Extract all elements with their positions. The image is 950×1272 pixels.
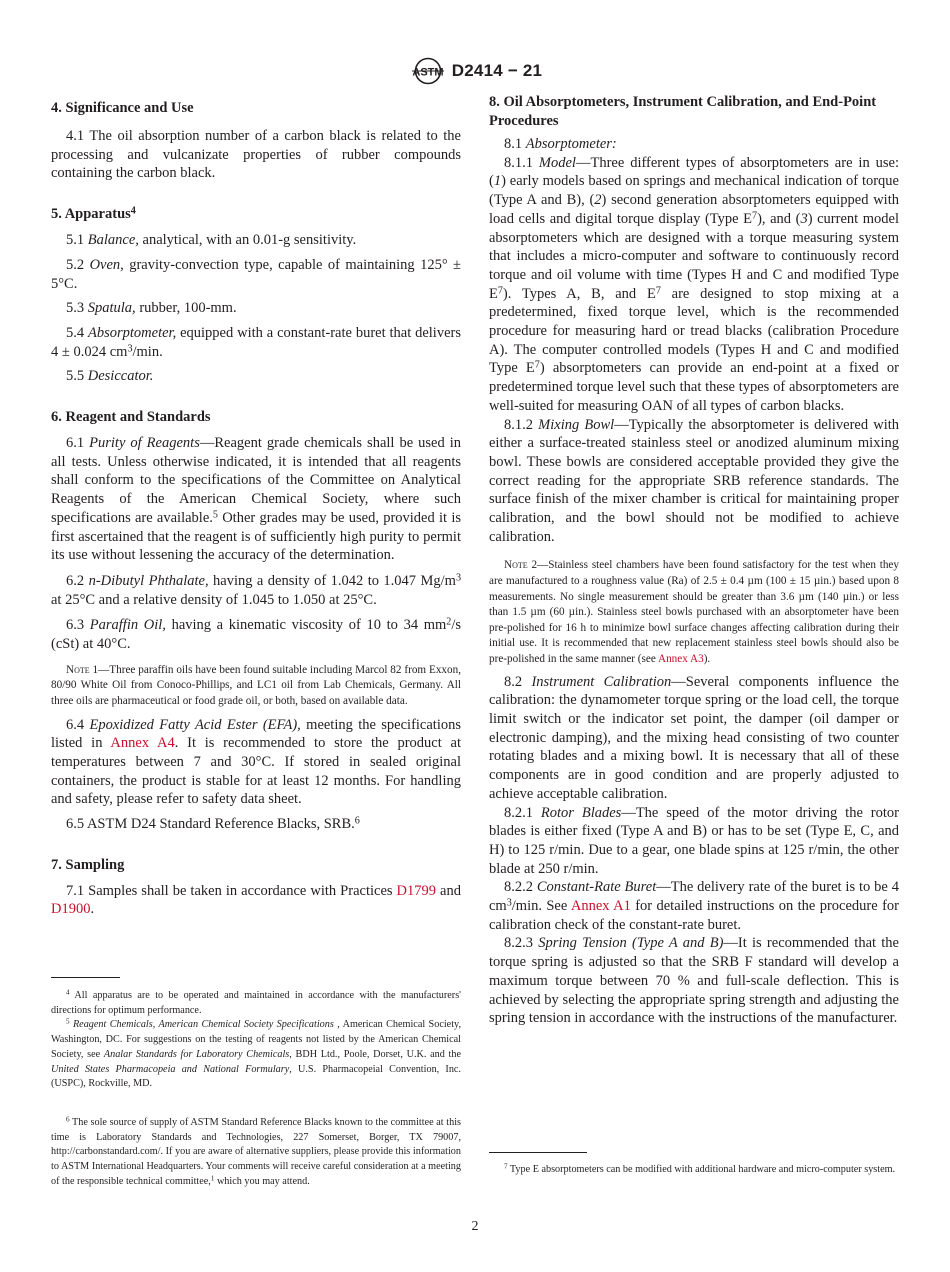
paragraph: [489, 135, 899, 154]
svg-text:ASTM: ASTM: [412, 66, 444, 79]
footnote: [51, 1116, 461, 1190]
section-heading: [51, 205, 461, 224]
superscript: 2: [446, 616, 452, 628]
footnote-mark: 7: [504, 1162, 508, 1171]
italic-text: 2: [594, 192, 602, 209]
paragraph: [489, 934, 899, 1028]
italic-text: Reagent Chemicals, American Chemical Society Specifications: [72, 1019, 334, 1031]
footnotes-left: [51, 989, 461, 1189]
superscript: 5: [212, 509, 218, 521]
section-heading: 6. Reagent and Standards: [51, 409, 211, 426]
footnote-mark: 4: [66, 988, 70, 997]
astm-logo-icon: [408, 57, 448, 85]
superscript: 4: [130, 205, 136, 217]
footnote: [51, 1018, 461, 1092]
italic-text: Constant-Rate Buret: [536, 879, 657, 896]
italic-text: Desiccator.: [87, 368, 154, 385]
text-run: 2—Stainless steel chambers have been found satisfactory for the test when they are manufactured to a roughness value (Ra) of 2.5 ± 0.4 µm (100 ± 15 µin.) based upon 8 measurements. No single measurement should be greater than 3.6 µm (140 µin.) or less than 1.5 µm (60 µin.). Stainless steel bowls purchased with an absorptometer have been pre-polished for 16 h to minimize bowl surface changes affecting calibration during their initial use. It is recommended that new replacement stainless steel bowls should also be pre-polished in the same manner (see: [489, 559, 899, 666]
text-run: .: [90, 901, 95, 918]
page-header: [0, 56, 950, 86]
text-run: ) early models based on springs and mechanical indication of torque (Type A and B), (: [489, 173, 899, 209]
text-run: 8.2.1: [504, 804, 541, 821]
reference-link[interactable]: Annex A1: [570, 898, 631, 915]
footnote-separator-right: [489, 1152, 587, 1153]
paragraph: [51, 367, 461, 386]
text-run: —Three different types of absorptometers are in use: (: [489, 154, 899, 190]
note: [489, 558, 899, 667]
text-run: ) current model absorptometers which are designed with a torque measuring system that includes a micro-computer and software to continuously record torque and oil volume with time (Types H and C and modified Type E: [489, 210, 899, 302]
italic-text: Absorptometer,: [88, 324, 177, 341]
reference-link[interactable]: D1900: [51, 901, 91, 918]
text-run: and: [436, 882, 461, 899]
text-run: 1—Three paraffin oils have been found suitable including Marcol 82 from Exxon, 80/90 White Oil from Conoco-Phillips, and LC1 oil from Lab Chemicals, Germany. All three oils are pharmaceutical or food grade oil, or both, based on available data.: [51, 663, 461, 707]
text-run: . It is recommended to store the product at temperatures between 7 and 30°C. If stored in sealed original containers, the product is stable for at least 12 months. For handling and safety, please refer to safety data sheet.: [51, 735, 461, 808]
text-run: gravity-convection type, capable of maintaining 125° ± 5°C.: [51, 256, 462, 292]
paragraph: [489, 804, 899, 879]
paragraph: [489, 416, 899, 547]
text-run: /min. See: [511, 898, 571, 915]
superscript: 3: [455, 572, 462, 584]
text-run: 8.2: [504, 673, 532, 690]
note: [51, 663, 461, 710]
text-run: The sole source of supply of ASTM Standard Reference Blacks known to the committee at this time is Laboratory Standards and Technologies, 227 Somerset, Borger, TX 79007, http://carbonstandard.com/. If you are aware of alternative suppliers, please provide this information to ASTM International Headquarters. Your comments will receive careful consideration at a meeting of the responsible technical committee,: [51, 1116, 461, 1187]
text-run: —Several components influence the calibration: the dynamometer torque spring or the load cell, the torque limit switch or the indicator set point, the damper (oil damper or electronic damping), and the mixing head consisting of two counter rotating blades and a mixing bowl. It is necessary that all of these components are in good condition and are properly adjusted to achieve acceptable calibration.: [489, 673, 899, 802]
footnotes-right: [489, 1163, 899, 1178]
text-run: , BDH Ltd., Poole, Dorset, U.K. and the: [289, 1048, 461, 1060]
footnote: [51, 989, 461, 1018]
text-run: 7.1 Samples shall be taken in accordance with Practices: [66, 882, 397, 899]
text-run: 5.2: [66, 256, 90, 273]
text-run: for detailed instructions on the procedure for calibration check of the constant-rate buret.: [489, 898, 899, 933]
text-run: having a density of 1.042 to 1.047 Mg/m: [208, 572, 456, 589]
italic-text: Absorptometer:: [525, 136, 617, 152]
text-run: ) second generation absorptometers equipped with load cells and digital torque display (Type E: [489, 192, 899, 227]
italic-text: Instrument Calibration: [531, 673, 672, 690]
paragraph: [489, 673, 899, 804]
text-run: having a kinematic viscosity of 10 to 34 mm: [165, 617, 447, 634]
footnote-mark: 6: [66, 1115, 70, 1124]
superscript: 3: [127, 343, 133, 355]
text-run: 8.2.3: [504, 935, 539, 952]
italic-text: Model: [538, 154, 576, 171]
paragraph: [51, 256, 461, 293]
text-run: 8.1.1: [504, 154, 539, 171]
superscript: 7: [655, 285, 661, 297]
footnote-mark: 5: [66, 1017, 70, 1026]
text-run: 5. Apparatus: [51, 206, 131, 223]
paragraph: [51, 324, 461, 361]
left-column: [51, 93, 461, 919]
italic-text: Epoxidized Fatty Acid Ester (EFA),: [89, 716, 301, 733]
text-run: ) absorptometers can provide an end-point at a fixed or predetermined torque level such that these types of absorptometers are well-suited for measuring OAN of all types of carbon blacks.: [489, 360, 900, 414]
paragraph: [51, 616, 461, 653]
italic-text: United States Pharmacopeia and National Formulary: [51, 1063, 290, 1075]
italic-text: Spatula,: [87, 300, 136, 317]
text-run: 6.5 ASTM D24 Standard Reference Blacks, SRB.: [66, 816, 355, 833]
paragraph: [51, 815, 461, 834]
right-column: [489, 93, 899, 1028]
paragraph: [51, 716, 461, 810]
text-run: 8.1: [504, 136, 526, 152]
text-run: ), and (: [757, 210, 801, 227]
footnote-mark: 1: [210, 1174, 215, 1183]
page-number: 2: [471, 1219, 479, 1234]
text-run: rubber, 100-mm.: [135, 300, 237, 317]
italic-text: n-Dibutyl Phthalate,: [88, 572, 209, 589]
text-run: ).: [703, 653, 711, 666]
superscript: 7: [752, 210, 758, 222]
text-run: , American Chemical Society, Washington, DC. For suggestions on the testing of reagents not listed by the American Chemical Society, see: [51, 1019, 462, 1060]
text-run: equipped with a constant-rate buret that delivers 4 ± 0.024 cm: [51, 324, 461, 360]
text-run: 6.3: [66, 617, 90, 634]
text-run: Other grades may be used, provided it is first ascertained that the reagent is of sufficiently high purity to permit its use without lessening the accuracy of the determination.: [51, 509, 461, 564]
superscript: 7: [534, 359, 540, 371]
superscript: 6: [354, 815, 360, 827]
document-designation: D2414 − 21: [451, 61, 543, 80]
superscript: 3: [506, 897, 512, 909]
paragraph: [51, 434, 461, 565]
text-run: ). Types A, B, and E: [502, 285, 656, 302]
section-heading: 8. Oil Absorptometers, Instrument Calibration, and End-Point Procedures: [489, 94, 877, 129]
superscript: 7: [497, 285, 503, 297]
text-run: —The delivery rate of the buret is to be 4 cm: [489, 879, 899, 915]
italic-text: Paraffin Oil,: [89, 617, 166, 634]
italic-text: Purity of Reagents: [89, 435, 200, 452]
text-run: which you may attend.: [214, 1175, 310, 1187]
text-run: Type E absorptometers can be modified with additional hardware and micro-computer system.: [507, 1164, 896, 1175]
text-run: 5.1: [66, 232, 88, 249]
text-run: —Reagent grade chemicals shall be used in all tests. Unless otherwise indicated, it is intended that all reagents shall conform to the specifications of the Committee on Analytical Reagents of the American Chemical Society, where such specifications are available.: [51, 435, 462, 526]
paragraph: [51, 127, 461, 183]
text-run: 8.1.2: [504, 416, 539, 433]
text-run: meeting the specifications listed in: [51, 716, 461, 752]
reference-link[interactable]: Annex A3: [658, 653, 704, 666]
paragraph: [489, 154, 899, 416]
text-run: 6.1: [66, 435, 90, 452]
italic-text: Oven,: [89, 256, 124, 273]
reference-link[interactable]: D1799: [396, 882, 437, 899]
paragraph: [51, 299, 461, 318]
text-run: 5.5: [66, 368, 88, 385]
italic-text: Analar Standards for Laboratory Chemicals: [103, 1048, 290, 1060]
note-label: Note: [66, 663, 90, 676]
footnote: [489, 1163, 899, 1178]
section-heading: 4. Significance and Use: [51, 100, 194, 116]
italic-text: 3: [800, 210, 808, 227]
italic-text: Balance,: [87, 232, 139, 249]
paragraph: [51, 231, 461, 250]
text-run: , U.S. Pharmacopeial Convention, Inc. (USPC), Rockville, MD.: [51, 1063, 461, 1090]
paragraph: [51, 882, 461, 919]
italic-text: Spring Tension (Type A and B): [538, 935, 724, 952]
text-run: analytical, with an 0.01-g sensitivity.: [138, 232, 357, 249]
italic-text: Rotor Blades: [540, 804, 622, 821]
footnote-separator-left: [51, 977, 120, 978]
text-run: —The speed of the motor driving the rotor blades is either fixed (Type A and B) or has to be set (Type E, C, and H) to 125 r/min. Due to a gear, one blade spins at 125 r/min, the other blade at 250 r/min.: [489, 804, 899, 877]
reference-link[interactable]: Annex A4: [110, 735, 175, 752]
italic-text: 1: [493, 173, 502, 190]
text-run: 6.4: [66, 716, 90, 733]
text-run: 6.2: [66, 572, 89, 589]
text-run: 4.1 The oil absorption number of a carbon black is related to the processing and vulcanizate properties of rubber compounds containing the carbon black.: [51, 128, 461, 182]
text-run: 5.3: [66, 300, 88, 317]
paragraph: [51, 572, 461, 609]
italic-text: Mixing Bowl: [538, 416, 615, 433]
text-run: —It is recommended that the torque spring is adjusted so that the SRB F standard will develop a maximum torque between 70 % and full-scale deflection. This is achieved by selecting the appropriate spring strength and adjusting the spring tension in accordance with the instructions of the manufacturer.: [489, 935, 899, 1027]
text-run: All apparatus are to be operated and maintained in accordance with the manufacturers' directions for optimum performance.: [51, 990, 461, 1016]
section-heading: 7. Sampling: [51, 856, 125, 873]
text-run: /s (cSt) at 40°C.: [51, 617, 462, 653]
paragraph: [489, 878, 899, 934]
text-run: 8.2.2: [504, 879, 537, 896]
text-run: /min.: [132, 343, 163, 360]
text-run: 5.4: [66, 324, 88, 341]
text-run: —Typically the absorptometer is delivered with either a surface-treated stainless steel or anodized aluminum mixing bowl. These bowls are considered acceptable provided they give the correct reading for the appropriate SRB reference standards. The surface finish of the mixer chamber is critical for maintaining proper calibration, and the bowl should not be modified to achieve calibration.: [489, 416, 900, 545]
text-run: are designed to stop mixing at a predetermined, fixed torque level, which is the recommended procedure for measuring hard or tread blacks (calibration Procedure A). The computer controlled models (Types H and C and modified Type E: [489, 285, 899, 377]
text-run: at 25°C and a relative density of 1.045 to 1.050 at 25°C.: [51, 591, 377, 608]
note-label: Note: [504, 559, 528, 572]
